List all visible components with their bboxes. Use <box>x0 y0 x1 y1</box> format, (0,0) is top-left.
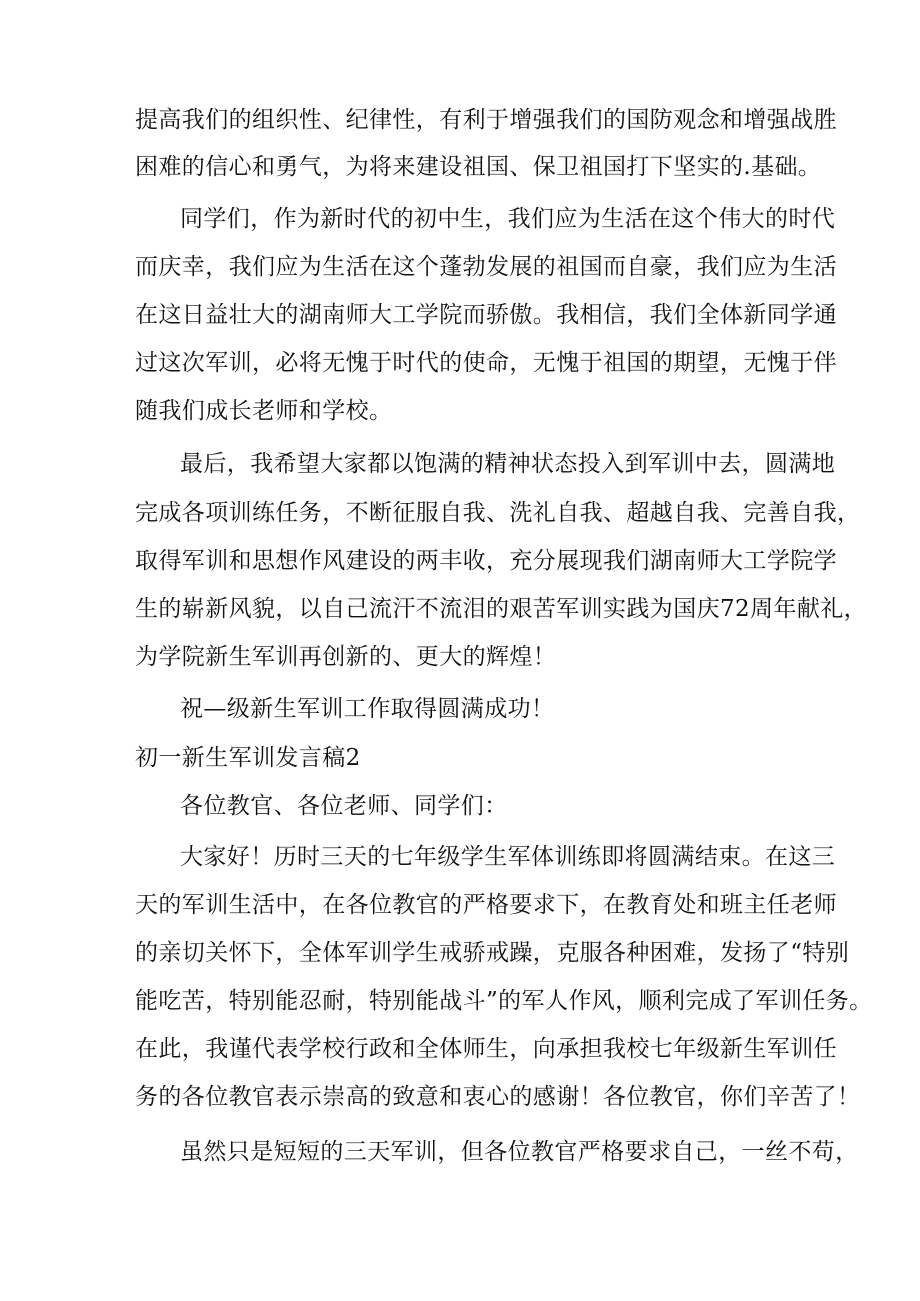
text-line: 提高我们的组织性、纪律性，有利于增强我们的国防观念和增强战胜 <box>135 107 837 133</box>
text-line: 生的崭新风貌，以自己流汗不流泪的艰苦军训实践为国庆72周年献礼， <box>135 596 868 622</box>
text-line: 困难的信心和勇气，为将来建设祖国、保卫祖国打下坚实的.基础。 <box>135 154 822 180</box>
section-heading: 初一新生军训发言稿2 <box>135 745 361 771</box>
text-line: 同学们，作为新时代的初中生，我们应为生活在这个伟大的时代 <box>180 206 836 232</box>
text-line: 在这日益壮大的湖南师大工学院而骄傲。我相信，我们全体新同学通 <box>135 302 837 328</box>
text-line: 过这次军训，必将无愧于时代的使命，无愧于祖国的期望，无愧于伴 <box>135 350 837 376</box>
text-line: 而庆幸，我们应为生活在这个蓬勃发展的祖国而自豪，我们应为生活 <box>135 254 837 280</box>
text-line: 各位教官、各位老师、同学们： <box>180 793 508 819</box>
text-line: 虽然只是短短的三天军训，但各位教官严格要求自己，一丝不苟， <box>180 1139 859 1165</box>
text-line: 最后，我希望大家都以饱满的精神状态投入到军训中去，圆满地 <box>180 451 836 477</box>
text-line: 在此，我谨代表学校行政和全体师生，向承担我校七年级新生军训任 <box>135 1036 837 1062</box>
text-line: 祝—级新生军训工作取得圆满成功！ <box>180 696 555 722</box>
text-line: 为学院新生军训再创新的、更大的辉煌！ <box>135 644 557 670</box>
text-line: 能吃苦，特别能忍耐，特别能战斗”的军人作风，顺利完成了军训任务。 <box>135 988 873 1014</box>
text-line: 取得军训和思想作风建设的两丰收，充分展现我们湖南师大工学院学 <box>135 548 837 574</box>
text-line: 的亲切关怀下，全体军训学生戒骄戒躁，克服各种困难，发扬了“特别 <box>135 940 850 966</box>
text-line: 完成各项训练任务，不断征服自我、洗礼自我、超越自我、完善自我， <box>135 500 861 526</box>
text-line: 务的各位教官表示崇高的致意和衷心的感谢！各位教官，你们辛苦了！ <box>135 1084 861 1110</box>
text-line: 天的军训生活中，在各位教官的严格要求下，在教育处和班主任老师 <box>135 892 837 918</box>
text-line: 随我们成长老师和学校。 <box>135 398 393 424</box>
text-line: 大家好！历时三天的七年级学生军体训练即将圆满结束。在这三 <box>180 844 836 870</box>
